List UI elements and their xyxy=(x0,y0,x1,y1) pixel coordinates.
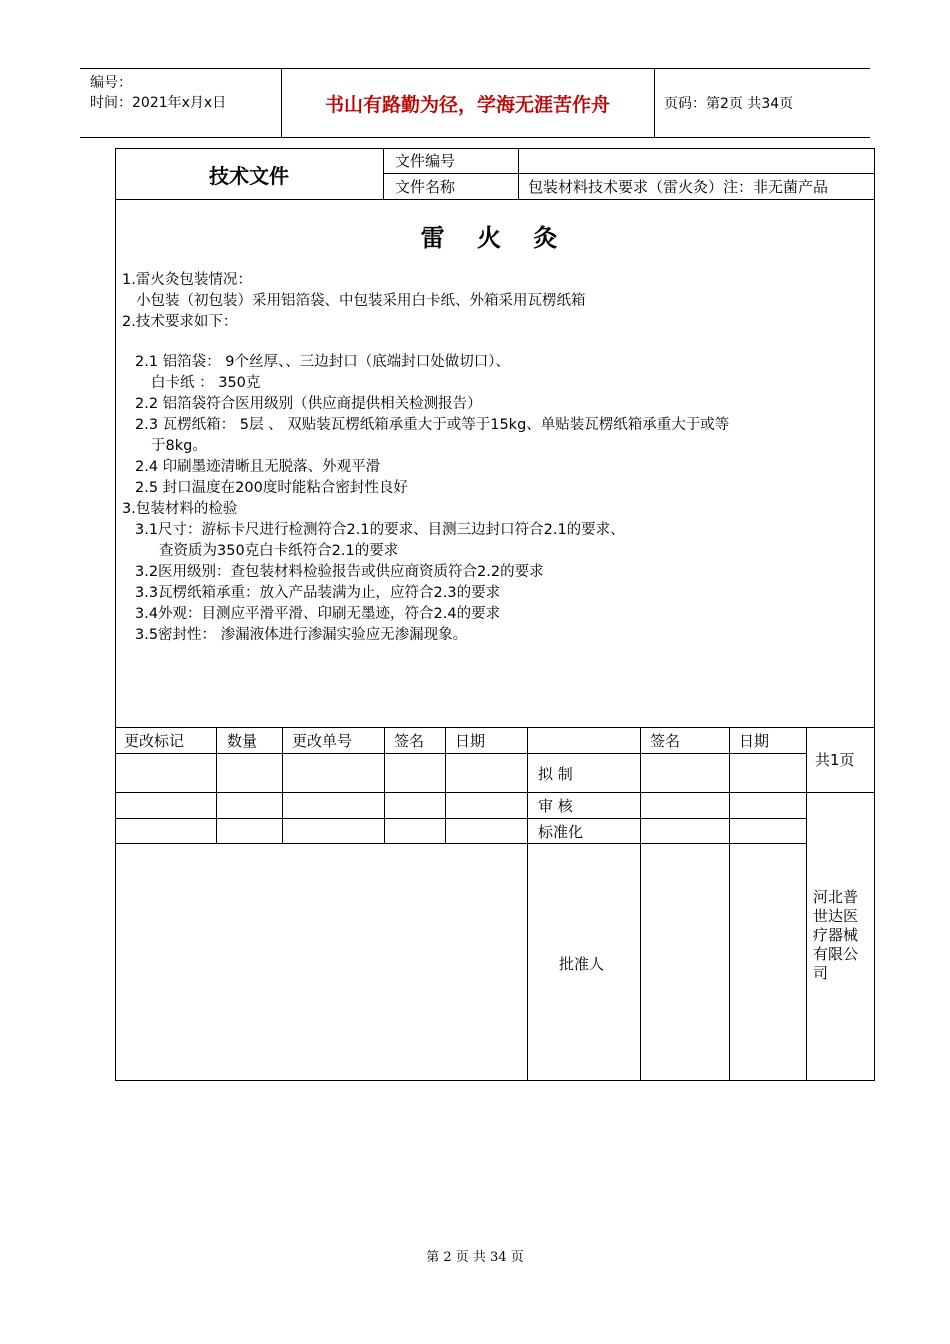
header-divider xyxy=(654,69,655,137)
grid-line xyxy=(115,199,875,200)
content-line: 2.技术要求如下： xyxy=(122,314,238,330)
time-label: 时间：2021年x月x日 xyxy=(90,95,227,111)
role-standardize: 标准化 xyxy=(538,823,584,841)
file-name-label: 文件名称 xyxy=(395,178,456,196)
file-name-value: 包装材料技术要求（雷火灸）注：非无菌产品 xyxy=(528,178,829,196)
grid-line xyxy=(445,727,446,844)
grid-line xyxy=(115,818,807,819)
col-header-date-2: 日期 xyxy=(739,732,770,750)
grid-line xyxy=(282,727,283,844)
col-header-change-mark: 更改标记 xyxy=(124,732,185,750)
col-header-change-no: 更改单号 xyxy=(292,732,353,750)
header-meta xyxy=(90,73,226,113)
col-header-date: 日期 xyxy=(455,732,486,750)
content-line: 2.1 铝箔袋： 9个丝厚、、三边封口（底端封口处做切口）、 xyxy=(135,354,511,370)
document-title: 雷 火 灸 xyxy=(420,224,570,252)
content-line: 于8kg。 xyxy=(151,438,207,454)
content-line: 2.5 封口温度在200度时能粘合密封性良好 xyxy=(135,480,408,496)
content-line: 1.雷火灸包装情况： xyxy=(122,272,252,288)
content-line: 3.2医用级别：查包装材料检验报告或供应商资质符合2.2的要求 xyxy=(135,564,544,580)
page-footer: 第 2 页 共 34 页 xyxy=(426,1250,524,1265)
page-header xyxy=(80,68,870,138)
number-label: 编号： xyxy=(90,75,132,91)
role-review: 审 核 xyxy=(538,797,573,815)
company-name: 河北普世达医疗器械有限公司 xyxy=(813,888,859,982)
content-line: 3.4外观：目测应平滑平滑、印刷无墨迹，符合2.4的要求 xyxy=(135,606,501,622)
content-line: 2.4 印刷墨迹清晰且无脱落、外观平滑 xyxy=(135,459,381,475)
content-line: 2.3 瓦楞纸箱： 5层 、 双贴装瓦楞纸箱承重大于或等于15kg、单贴装瓦楞纸箱承重大于或等 xyxy=(135,417,730,433)
file-no-label: 文件编号 xyxy=(395,152,456,170)
col-header-signature: 签名 xyxy=(394,732,425,750)
content-line: 3.5密封性： 渗漏液体进行渗漏实验应无渗漏现象。 xyxy=(135,627,468,643)
content-line: 小包装（初包装）采用铝箔袋、中包装采用白卡纸、外箱采用瓦楞纸箱 xyxy=(136,293,586,309)
content-line: 3.包装材料的检验 xyxy=(122,501,238,517)
content-line: 3.3瓦楞纸箱承重：放入产品装满为止，应符合2.3的要求 xyxy=(135,585,501,601)
header-page-info: 页码：第2页 共34页 xyxy=(664,96,794,112)
grid-line xyxy=(729,727,730,1081)
grid-line xyxy=(383,173,875,174)
grid-line xyxy=(115,792,875,793)
content-line: 3.1尺寸：游标卡尺进行检测符合2.1的要求、目测三边封口符合2.1的要求、 xyxy=(135,522,625,538)
content-line: 白卡纸 ： 350克 xyxy=(151,375,261,391)
form-border-bottom xyxy=(115,1080,875,1081)
form-border-left xyxy=(115,148,116,1081)
grid-line xyxy=(806,727,807,1081)
content-line: 2.2 铝箔袋符合医用级别（供应商提供相关检测报告） xyxy=(135,396,482,412)
form-border-right xyxy=(874,148,875,1081)
role-draft: 拟 制 xyxy=(538,765,573,783)
grid-line xyxy=(115,753,807,754)
header-motto: 书山有路勤为径，学海无涯苦作舟 xyxy=(324,93,610,116)
grid-line xyxy=(115,727,875,728)
total-pages: 共1页 xyxy=(815,751,855,769)
role-approve: 批准人 xyxy=(559,955,605,973)
grid-line xyxy=(115,843,807,844)
grid-line xyxy=(216,727,217,844)
grid-line xyxy=(384,727,385,844)
col-header-quantity: 数量 xyxy=(227,732,258,750)
content-line: 查资质为350克白卡纸符合2.1的要求 xyxy=(159,543,399,559)
grid-line xyxy=(527,727,528,1081)
grid-line xyxy=(640,727,641,1081)
doc-type-title: 技术文件 xyxy=(209,163,289,188)
col-header-signature-2: 签名 xyxy=(650,732,681,750)
